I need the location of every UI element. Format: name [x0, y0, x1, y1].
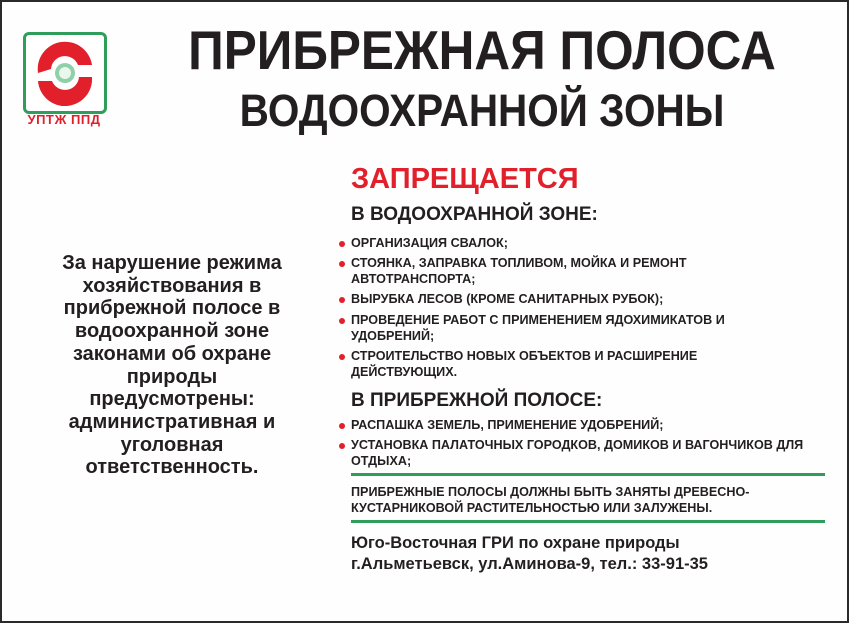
notice-line: прибрежной полосе в: [63, 297, 281, 320]
title-line-1: ПРИБРЕЖНАЯ ПОЛОСА: [188, 19, 776, 81]
bullet-icon: [339, 241, 345, 247]
notice-line: предусмотрены:: [89, 388, 255, 411]
list-item: СТОЯНКА, ЗАПРАВКА ТОПЛИВОМ, МОЙКА И РЕМОНТ АВТОТРАНСПОРТА;: [351, 256, 751, 287]
notice-line: хозяйствования в: [82, 274, 262, 297]
notice-line: административная и: [68, 410, 276, 433]
coastal-strip-heading: В ПРИБРЕЖНОЙ ПОЛОСЕ:: [351, 390, 603, 411]
notice-line: За нарушение режима: [62, 252, 282, 274]
contact-address: г.Альметьевск, ул.Аминова-9, тел.: 33-91-35: [351, 555, 708, 573]
logo-frame: [23, 32, 107, 114]
bullet-icon: [339, 423, 345, 429]
logo: [23, 32, 105, 134]
list-item: РАСПАШКА ЗЕМЕЛЬ, ПРИМЕНЕНИЕ УДОБРЕНИЙ;: [351, 418, 811, 434]
notice-line: законами об охране: [72, 342, 272, 365]
contact-org: Юго-Восточная ГРИ по охране природы: [351, 534, 680, 552]
vegetation-note: ПРИБРЕЖНЫЕ ПОЛОСЫ ДОЛЖНЫ БЫТЬ ЗАНЯТЫ ДРЕВЕСНО-КУСТАРНИКОВОЙ РАСТИТЕЛЬНОСТЬЮ ИЛИ ЗАЛУЖЕНЫ.: [351, 485, 750, 515]
bullet-icon: [339, 318, 345, 324]
list-item: ПРОВЕДЕНИЕ РАБОТ С ПРИМЕНЕНИЕМ ЯДОХИМИКАТОВ И УДОБРЕНИЙ;: [351, 313, 781, 344]
notice-line: ответственность.: [85, 456, 259, 479]
list-item: ОРГАНИЗАЦИЯ СВАЛОК;: [351, 236, 811, 252]
list-item: УСТАНОВКА ПАЛАТОЧНЫХ ГОРОДКОВ, ДОМИКОВ И ВАГОНЧИКОВ ДЛЯ ОТДЫХА;: [351, 438, 829, 469]
water-zone-heading: В ВОДООХРАННОЙ ЗОНЕ:: [351, 204, 598, 225]
bullet-icon: [339, 443, 345, 449]
logo-text: УПТЖ ППД: [27, 112, 101, 127]
notice-line: водоохранной зоне: [74, 320, 270, 343]
logo-emblem-icon: [26, 35, 104, 111]
list-item: ВЫРУБКА ЛЕСОВ (КРОМЕ САНИТАРНЫХ РУБОК);: [351, 292, 811, 308]
title-line-2: ВОДООХРАННОЙ ЗОНЫ: [239, 85, 725, 136]
list-item: СТРОИТЕЛЬСТВО НОВЫХ ОБЪЕКТОВ И РАСШИРЕНИЕ ДЕЙСТВУЮЩИХ.: [351, 349, 751, 380]
bullet-icon: [339, 261, 345, 267]
liability-notice: [32, 252, 312, 479]
divider: [351, 520, 825, 523]
prohibited-heading: ЗАПРЕЩАЕТСЯ: [351, 163, 579, 195]
notice-line: природы: [126, 365, 218, 388]
divider: [351, 473, 825, 476]
bullet-icon: [339, 297, 345, 303]
notice-line: уголовная: [120, 433, 224, 456]
bullet-icon: [339, 354, 345, 360]
